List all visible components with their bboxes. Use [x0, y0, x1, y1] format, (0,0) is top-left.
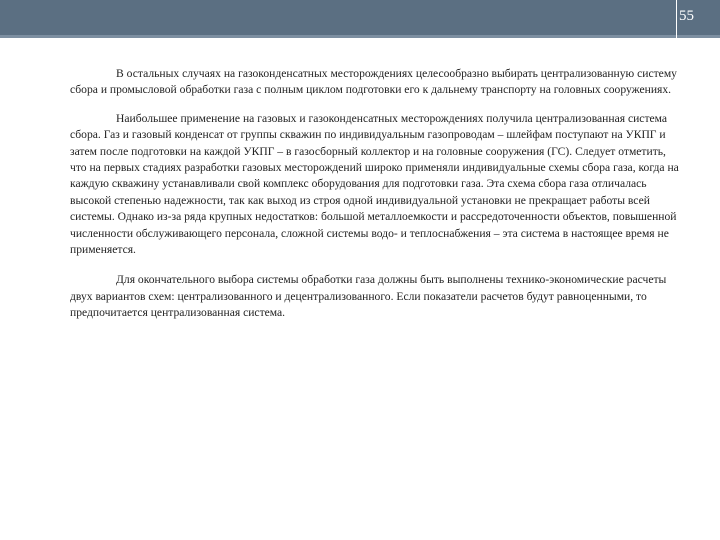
- header-band: [0, 0, 720, 35]
- page-number: 55: [679, 8, 694, 24]
- header-accent-line: [0, 35, 720, 38]
- paragraph-centralized-system: Наибольшее применение на газовых и газоконденсатных месторождениях получила централизованная система сбора. Газ и газовый конденсат от группы скважин по индивидуальным газопроводам – шлейфам поступают на УКПГ и затем после подготовки на каждой УКПГ – в газосборный коллектор и на головные сооружения (ГС). Следует отметить, что на первых стадиях разработки газовых месторождений широко применяли индивидуальные схемы сбора газа, когда на каждую скважину устанавливали свой комплекс оборудования для подготовки газа. Эта схема сбора газа отличалась высокой степенью надежности, так как выход из строя одной индивидуальной установки не прекращает работы всей системы. Однако из-за ряда крупных недостатков: большой металлоемкости и рассредоточенности объектов, повышенной численности обслуживающего персонала, сложной системы водо- и теплоснабжения – эта система в настоящее время не применяется.: [70, 111, 679, 257]
- paragraph-gas-condensate: В остальных случаях на газоконденсатных месторождениях целесообразно выбирать централизованную систему сбора и промысловой обработки газа с полным циклом подготовки его к дальнему транспорту на головных сооружениях.: [70, 67, 677, 97]
- slide-body: [70, 66, 680, 322]
- paragraph-final-choice: Для окончательного выбора системы обработки газа должны быть выполнены технико-экономические расчеты двух вариантов схем: централизованного и децентрализованного. Если показатели расчетов будут равноценными, то предпочитается централизованная система.: [70, 273, 667, 320]
